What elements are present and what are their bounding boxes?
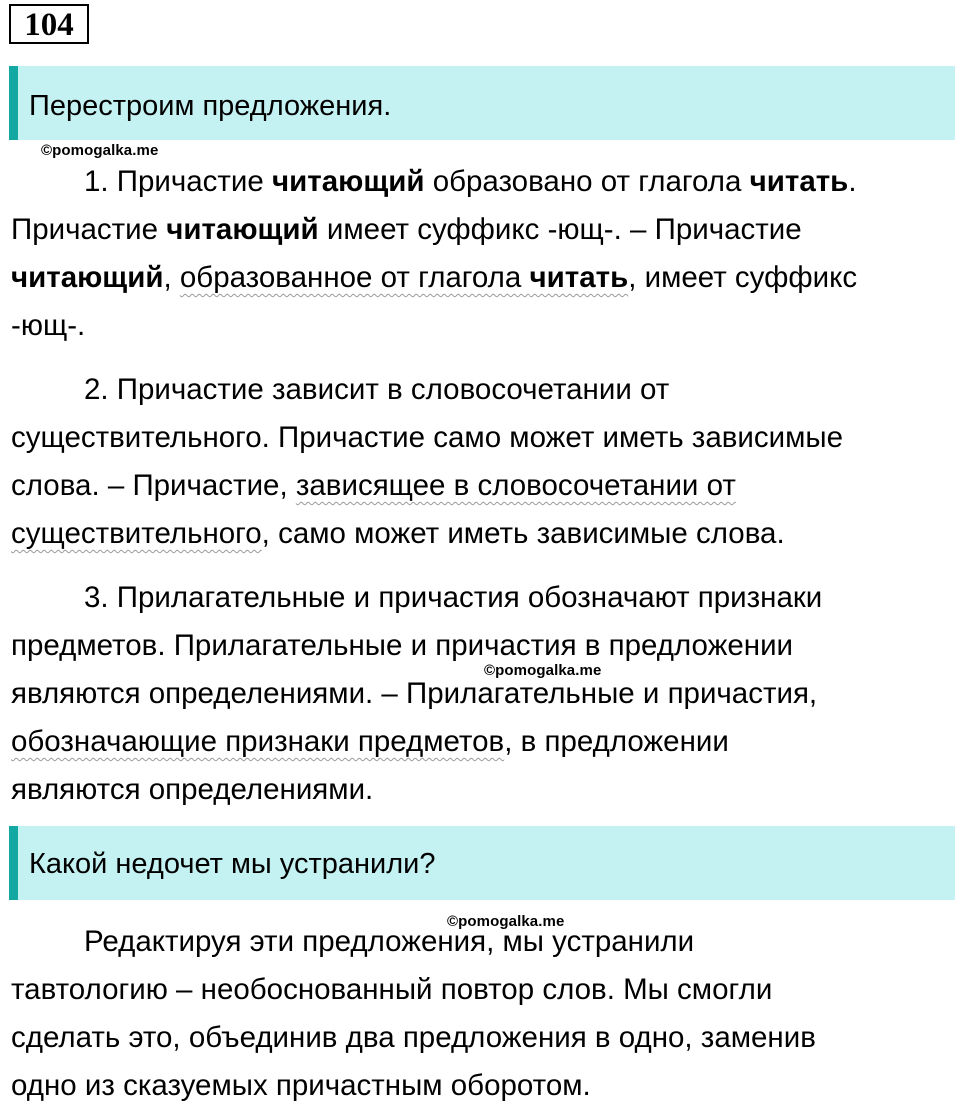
answer-line-1: Редактируя эти предложения, мы устранили xyxy=(84,925,695,958)
watermark: ©pomogalka.me xyxy=(484,662,602,679)
item-3 xyxy=(11,574,955,814)
answer-line-2: тавтологию – необоснованный повтор слов. Мы смогли xyxy=(11,973,773,1006)
item-2-line-3: слова. – Причастие, зависящее в словосочетании от xyxy=(11,469,736,502)
item-3-line-5: являются определениями. xyxy=(11,773,374,806)
item-1 xyxy=(11,158,955,350)
item-2 xyxy=(11,366,955,558)
answer-line-4: одно из сказуемых причастным оборотом. xyxy=(11,1069,591,1102)
item-2-line-1: 2. Причастие зависит в словосочетании от xyxy=(84,373,670,406)
participial-phrase: образованное от глагола читать xyxy=(179,261,629,294)
item-2-line-2: существительного. Причастие само может иметь зависимые xyxy=(11,421,843,454)
participial-phrase: обозначающие признаки предметов xyxy=(11,725,505,758)
answer-line-3: сделать это, объединив два предложения в одно, заменив xyxy=(11,1021,816,1054)
item-1-line-2: Причастие читающий имеет суффикс -ющ-. – Причастие xyxy=(11,213,802,246)
item-1-line-1: 1. Причастие читающий образовано от глагола читать. xyxy=(84,165,857,198)
participial-phrase: зависящее в словосочетании от xyxy=(295,469,736,502)
section-heading-question: Какой недочет мы устранили? xyxy=(9,826,955,900)
item-1-line-3: читающий, образованное от глагола читать, имеет суффикс xyxy=(11,261,858,294)
item-3-line-1: 3. Прилагательные и причастия обозначают признаки xyxy=(84,581,823,614)
watermark: ©pomogalka.me xyxy=(447,913,565,930)
item-2-line-4: существительного, само может иметь зависимые слова. xyxy=(11,517,785,550)
item-3-line-4: обозначающие признаки предметов, в предложении xyxy=(11,725,729,758)
item-3-line-3: являются определениями. – Прилагательные и причастия, xyxy=(11,677,818,710)
watermark: ©pomogalka.me xyxy=(41,142,159,159)
answer xyxy=(11,918,955,1110)
item-3-line-2: предметов. Прилагательные и причастия в предложении xyxy=(11,629,794,662)
task-number: 104 xyxy=(9,4,89,44)
section-heading-rephrase: Перестроим предложения. xyxy=(9,66,955,140)
participial-phrase: существительного xyxy=(11,517,262,550)
item-1-line-4: -ющ-. xyxy=(11,309,86,342)
